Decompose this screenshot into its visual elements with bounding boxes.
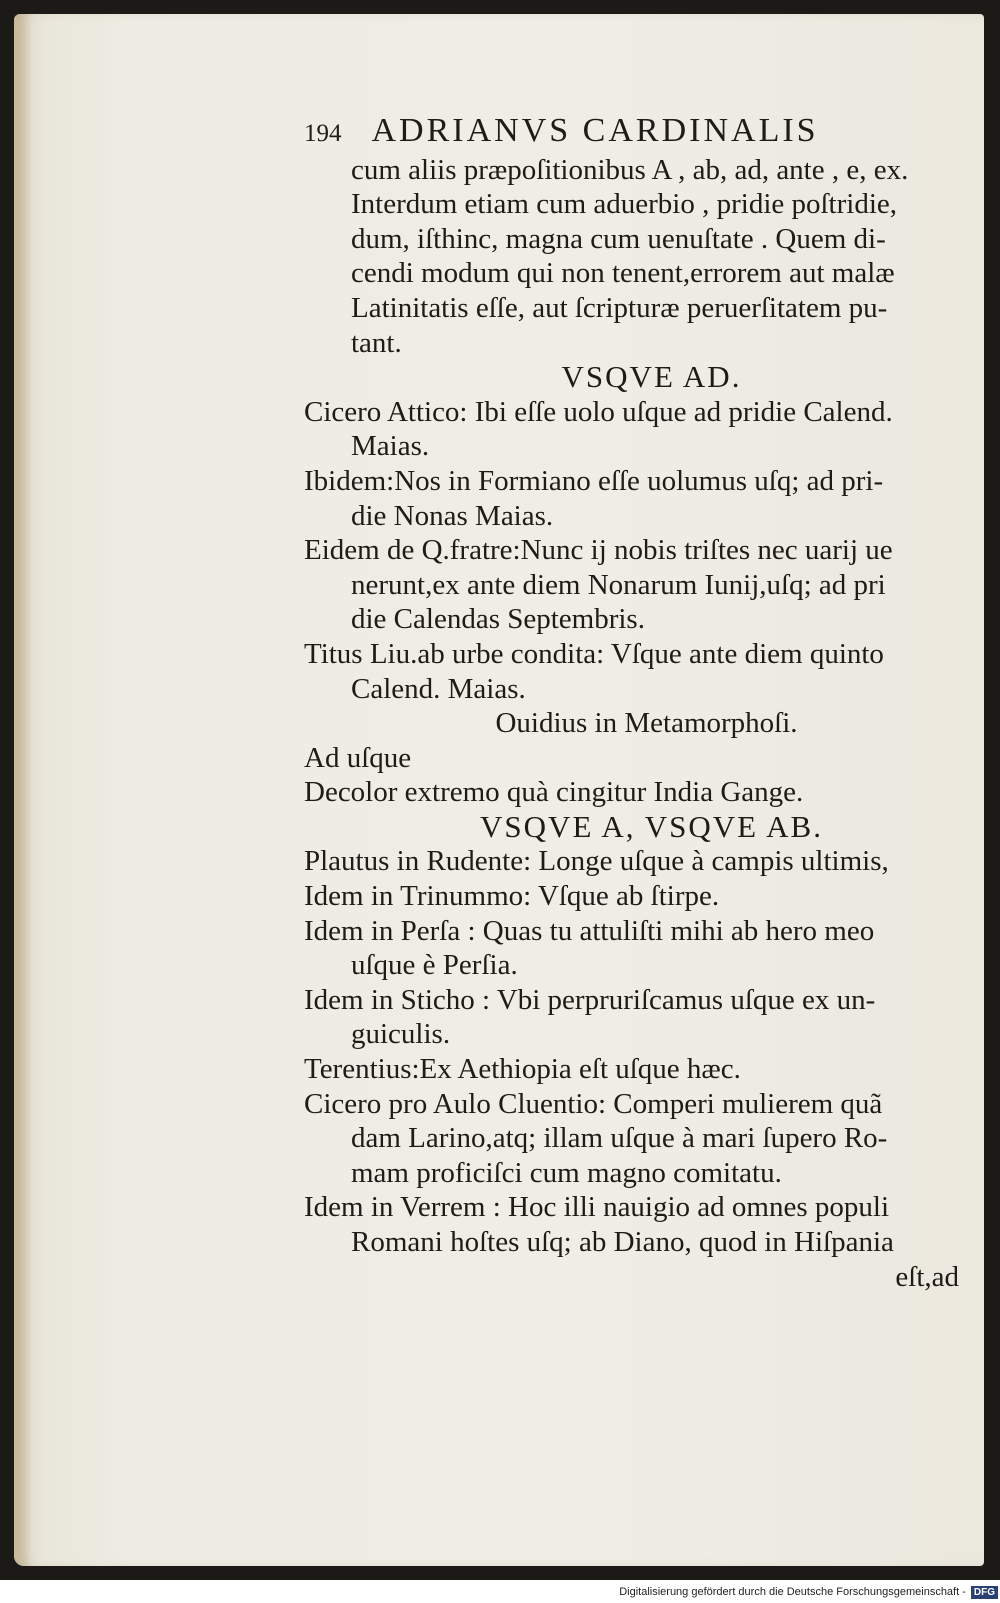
text-line: nerunt,ex ante diem Nonarum Iunij,uſq; ad pri (351, 568, 886, 601)
page-text (304, 114, 959, 1294)
text-line: Idem in Trinummo: Vſque ab ſtirpe. (304, 880, 720, 913)
page-number: 194 (304, 120, 342, 147)
text-line: tant. (351, 326, 402, 359)
body-text (304, 153, 959, 1295)
text-line: eſt,ad (895, 1260, 959, 1293)
book-page (14, 14, 984, 1566)
footer-credit: Digitalisierung gefördert durch die Deutsche Forschungsgemeinschaft - (619, 1586, 966, 1598)
text-line: uſque è Perſia. (351, 949, 518, 982)
section-heading: VSQVE A, VSQVE AB. (480, 808, 823, 844)
text-line: Idem in Verrem : Hoc illi nauigio ad omnes populi (304, 1191, 889, 1224)
text-line: Ad uſque (304, 741, 412, 774)
text-line: Calend. Maias. (351, 672, 526, 705)
text-line: cendi modum qui non tenent,errorem aut malæ (351, 257, 895, 290)
text-line: Eidem de Q.fratre:Nunc ij nobis triſtes nec uarij ue (304, 534, 893, 567)
text-line: Plautus in Rudente: Longe uſque à campis ultimis, (304, 845, 889, 878)
text-line: Interdum etiam cum aduerbio , pridie poſtridie, (351, 188, 898, 221)
text-line: Idem in Sticho : Vbi perpruriſcamus uſque ex un- (304, 983, 876, 1016)
text-line: mam proficiſci cum magno comitatu. (351, 1156, 782, 1189)
text-line: Latinitatis eſſe, aut ſcripturæ peruerſitatem pu- (351, 291, 888, 324)
text-line: Cicero pro Aulo Cluentio: Comperi mulierem quã (304, 1087, 883, 1120)
running-head-title: ADRIANVS CARDINALIS (371, 112, 819, 149)
text-line: dam Larino,atq; illam uſque à mari ſupero Ro- (351, 1122, 888, 1155)
text-line: dum, iſthinc, magna cum uenuſtate . Quem di- (351, 222, 886, 255)
digitization-footer (619, 1581, 1000, 1603)
text-line: die Calendas Septembris. (351, 603, 645, 636)
text-line: Ibidem:Nos in Formiano eſſe uolumus uſq; ad pri- (304, 464, 884, 497)
dfg-logo-icon: DFG (971, 1586, 998, 1599)
text-line: Terentius:Ex Aethiopia eſt uſque hæc. (304, 1053, 741, 1086)
text-line: Idem in Perſa : Quas tu attuliſti mihi ab hero meo (304, 914, 875, 947)
running-head (304, 114, 959, 152)
text-line: Cicero Attico: Ibi eſſe uolo uſque ad pridie Calend. (304, 395, 893, 428)
text-line: Romani hoſtes uſq; ab Diano, quod in Hiſpania (351, 1226, 894, 1258)
text-line: guiculis. (351, 1018, 451, 1051)
text-line: Titus Liu.ab urbe condita: Vſque ante diem quinto (304, 637, 884, 670)
text-line: Ouidius in Metamorphoſi. (495, 707, 798, 740)
section-heading: VSQVE AD. (561, 359, 742, 395)
text-line: Decolor extremo quà cingitur India Gange. (304, 776, 804, 809)
text-line: die Nonas Maias. (351, 499, 554, 532)
text-line: cum aliis præpoſitionibus A , ab, ad, ante , e, ex. (351, 153, 909, 186)
text-line: Maias. (351, 430, 430, 463)
